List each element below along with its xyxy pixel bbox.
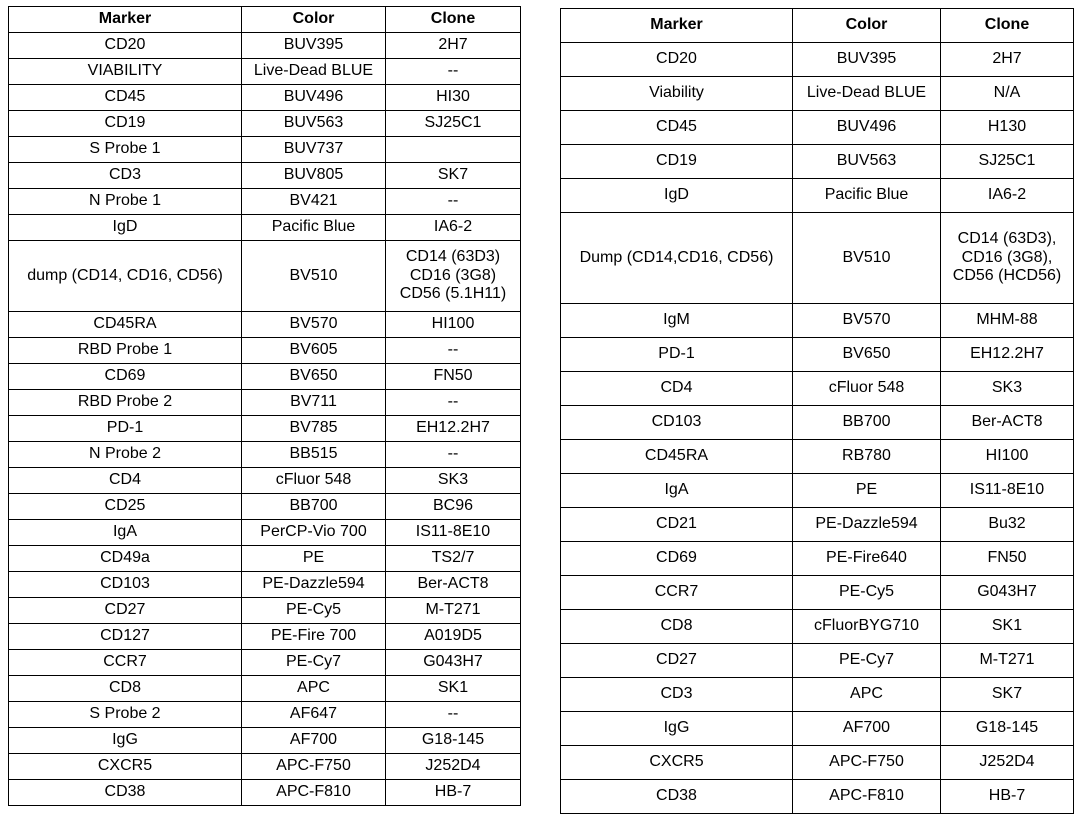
table-row (561, 746, 1074, 780)
color-cell: Live-Dead BLUE (242, 59, 386, 85)
marker-cell: S Probe 2 (9, 702, 242, 728)
clone-cell: SK3 (386, 468, 521, 494)
table-row (9, 390, 521, 416)
marker-cell: Dump (CD14,CD16, CD56) (561, 213, 793, 304)
color-cell: PE-Fire640 (793, 542, 941, 576)
color-cell: AF647 (242, 702, 386, 728)
clone-cell: N/A (941, 77, 1074, 111)
clone-cell: HI100 (386, 312, 521, 338)
table-row (9, 494, 521, 520)
marker-cell: CD8 (9, 676, 242, 702)
clone-cell: SK3 (941, 372, 1074, 406)
clone-cell: HI100 (941, 440, 1074, 474)
color-cell: BV711 (242, 390, 386, 416)
clone-cell: -- (386, 189, 521, 215)
table-row (9, 754, 521, 780)
clone-cell: G043H7 (386, 650, 521, 676)
marker-cell: CD4 (561, 372, 793, 406)
marker-cell: IgM (561, 304, 793, 338)
color-cell: AF700 (793, 712, 941, 746)
table-row (9, 598, 521, 624)
table-row (9, 676, 521, 702)
color-cell: BV510 (793, 213, 941, 304)
color-cell: BUV496 (242, 85, 386, 111)
table-row (561, 542, 1074, 576)
table-row (561, 576, 1074, 610)
clone-cell: G18-145 (941, 712, 1074, 746)
color-cell: BV570 (793, 304, 941, 338)
table-row (561, 145, 1074, 179)
table-row (9, 215, 521, 241)
table-row (9, 85, 521, 111)
color-cell: PE-Cy5 (242, 598, 386, 624)
clone-cell: SK1 (386, 676, 521, 702)
clone-cell: IA6-2 (941, 179, 1074, 213)
color-cell: BV510 (242, 241, 386, 312)
marker-cell: RBD Probe 2 (9, 390, 242, 416)
marker-cell: CD103 (561, 406, 793, 440)
table-row (561, 712, 1074, 746)
clone-cell (386, 241, 521, 312)
color-cell: BUV805 (242, 163, 386, 189)
clone-cell: HB-7 (941, 780, 1074, 814)
marker-cell: CD127 (9, 624, 242, 650)
clone-cell: SJ25C1 (941, 145, 1074, 179)
cell-line: CD56 (HCD56) (952, 267, 1062, 285)
color-cell: BUV395 (793, 43, 941, 77)
marker-cell: IgA (9, 520, 242, 546)
clone-cell: M-T271 (386, 598, 521, 624)
clone-cell: Ber-ACT8 (941, 406, 1074, 440)
header-color: Color (793, 9, 941, 43)
marker-cell: CD4 (9, 468, 242, 494)
color-cell: cFluorBYG710 (793, 610, 941, 644)
table-row (561, 338, 1074, 372)
clone-cell: HB-7 (386, 780, 521, 806)
marker-cell: Viability (561, 77, 793, 111)
marker-cell: PD-1 (9, 416, 242, 442)
color-cell: BB700 (793, 406, 941, 440)
clone-cell: 2H7 (386, 33, 521, 59)
color-cell: PE-Cy7 (793, 644, 941, 678)
color-cell: BUV395 (242, 33, 386, 59)
table-row (9, 241, 521, 312)
marker-cell: N Probe 1 (9, 189, 242, 215)
header-marker: Marker (9, 7, 242, 33)
clone-cell: A019D5 (386, 624, 521, 650)
marker-cell: dump (CD14, CD16, CD56) (9, 241, 242, 312)
color-cell: APC-F810 (793, 780, 941, 814)
color-cell: cFluor 548 (242, 468, 386, 494)
marker-cell: CCR7 (561, 576, 793, 610)
table-row (561, 43, 1074, 77)
marker-cell: IgD (9, 215, 242, 241)
clone-cell: FN50 (941, 542, 1074, 576)
color-cell: BB700 (242, 494, 386, 520)
marker-cell: CD103 (9, 572, 242, 598)
color-cell: PerCP-Vio 700 (242, 520, 386, 546)
table-row (9, 364, 521, 390)
right-panel-table (560, 8, 1074, 814)
color-cell: APC-F750 (242, 754, 386, 780)
clone-cell: SK1 (941, 610, 1074, 644)
table-row (561, 644, 1074, 678)
table-row (9, 728, 521, 754)
marker-cell: CD20 (9, 33, 242, 59)
clone-cell: H130 (941, 111, 1074, 145)
table-row (9, 312, 521, 338)
marker-cell: CD25 (9, 494, 242, 520)
header-clone: Clone (941, 9, 1074, 43)
marker-cell: RBD Probe 1 (9, 338, 242, 364)
table-row (561, 440, 1074, 474)
table-row (561, 179, 1074, 213)
table-row (561, 304, 1074, 338)
table-row (9, 442, 521, 468)
color-cell: BV785 (242, 416, 386, 442)
marker-cell: CD38 (561, 780, 793, 814)
marker-cell: CD45RA (9, 312, 242, 338)
clone-cell: 2H7 (941, 43, 1074, 77)
marker-cell: CD21 (561, 508, 793, 542)
marker-cell: N Probe 2 (9, 442, 242, 468)
table-row (9, 137, 521, 163)
clone-cell: TS2/7 (386, 546, 521, 572)
table-row (561, 610, 1074, 644)
marker-cell: CXCR5 (9, 754, 242, 780)
clone-cell: SK7 (386, 163, 521, 189)
color-cell: APC-F750 (793, 746, 941, 780)
table-row (9, 546, 521, 572)
table-row (9, 572, 521, 598)
table-row (9, 416, 521, 442)
color-cell: RB780 (793, 440, 941, 474)
marker-cell: CD8 (561, 610, 793, 644)
table-row (561, 678, 1074, 712)
table-row (9, 189, 521, 215)
table-row (9, 468, 521, 494)
color-cell: PE (242, 546, 386, 572)
cell-line: CD16 (3G8) (409, 266, 497, 284)
table-row (561, 77, 1074, 111)
marker-cell: CXCR5 (561, 746, 793, 780)
marker-cell: IgA (561, 474, 793, 508)
clone-cell: MHM-88 (941, 304, 1074, 338)
clone-cell: Ber-ACT8 (386, 572, 521, 598)
cell-line: CD56 (5.1H11) (399, 285, 507, 303)
marker-cell: CD38 (9, 780, 242, 806)
table-row (9, 624, 521, 650)
clone-cell: -- (386, 338, 521, 364)
table-header-row (561, 9, 1074, 43)
clone-cell: -- (386, 59, 521, 85)
clone-cell: G18-145 (386, 728, 521, 754)
color-cell: AF700 (242, 728, 386, 754)
marker-cell: CD45 (561, 111, 793, 145)
header-color: Color (242, 7, 386, 33)
clone-cell: -- (386, 702, 521, 728)
color-cell: PE-Cy5 (793, 576, 941, 610)
marker-cell: CD3 (561, 678, 793, 712)
marker-cell: CD19 (9, 111, 242, 137)
table-row (561, 111, 1074, 145)
color-cell: APC (793, 678, 941, 712)
header-clone: Clone (386, 7, 521, 33)
marker-cell: CD69 (561, 542, 793, 576)
table-row (9, 650, 521, 676)
clone-cell: SJ25C1 (386, 111, 521, 137)
table-row (9, 59, 521, 85)
color-cell: PE-Dazzle594 (793, 508, 941, 542)
color-cell: PE-Dazzle594 (242, 572, 386, 598)
color-cell: Live-Dead BLUE (793, 77, 941, 111)
color-cell: BV421 (242, 189, 386, 215)
color-cell: cFluor 548 (793, 372, 941, 406)
marker-cell: CD19 (561, 145, 793, 179)
clone-cell: J252D4 (941, 746, 1074, 780)
cell-line: CD16 (3G8), (961, 248, 1053, 266)
table-row (9, 780, 521, 806)
marker-cell: CD27 (9, 598, 242, 624)
clone-cell: -- (386, 442, 521, 468)
clone-cell: FN50 (386, 364, 521, 390)
table-row (561, 406, 1074, 440)
marker-cell: S Probe 1 (9, 137, 242, 163)
clone-cell: J252D4 (386, 754, 521, 780)
marker-cell: CD3 (9, 163, 242, 189)
clone-cell: EH12.2H7 (941, 338, 1074, 372)
clone-cell: IS11-8E10 (386, 520, 521, 546)
color-cell: BUV563 (793, 145, 941, 179)
color-cell: BUV563 (242, 111, 386, 137)
left-panel-table (8, 6, 521, 806)
clone-cell: HI30 (386, 85, 521, 111)
marker-cell: PD-1 (561, 338, 793, 372)
cell-line: CD14 (63D3), (957, 229, 1057, 247)
clone-cell (386, 137, 521, 163)
clone-cell: BC96 (386, 494, 521, 520)
color-cell: BV650 (242, 364, 386, 390)
clone-cell: IS11-8E10 (941, 474, 1074, 508)
clone-cell: IA6-2 (386, 215, 521, 241)
cell-line: CD14 (63D3) (405, 247, 501, 265)
color-cell: Pacific Blue (793, 179, 941, 213)
color-cell: PE-Fire 700 (242, 624, 386, 650)
table-row (561, 780, 1074, 814)
marker-cell: IgD (561, 179, 793, 213)
table-row (9, 111, 521, 137)
color-cell: APC (242, 676, 386, 702)
table-header-row (9, 7, 521, 33)
color-cell: BUV737 (242, 137, 386, 163)
clone-cell: Bu32 (941, 508, 1074, 542)
table-row (561, 213, 1074, 304)
header-marker: Marker (561, 9, 793, 43)
marker-cell: VIABILITY (9, 59, 242, 85)
color-cell: BV650 (793, 338, 941, 372)
table-row (9, 702, 521, 728)
table-row (9, 520, 521, 546)
clone-cell: M-T271 (941, 644, 1074, 678)
marker-cell: IgG (561, 712, 793, 746)
marker-cell: IgG (9, 728, 242, 754)
color-cell: BV605 (242, 338, 386, 364)
clone-cell: -- (386, 390, 521, 416)
color-cell: PE-Cy7 (242, 650, 386, 676)
color-cell: Pacific Blue (242, 215, 386, 241)
marker-cell: CD45 (9, 85, 242, 111)
marker-cell: CD69 (9, 364, 242, 390)
color-cell: APC-F810 (242, 780, 386, 806)
table-row (561, 508, 1074, 542)
table-row (9, 33, 521, 59)
marker-cell: CCR7 (9, 650, 242, 676)
clone-cell: EH12.2H7 (386, 416, 521, 442)
color-cell: BV570 (242, 312, 386, 338)
clone-cell: SK7 (941, 678, 1074, 712)
table-row (561, 474, 1074, 508)
table-row (561, 372, 1074, 406)
color-cell: BB515 (242, 442, 386, 468)
clone-cell: G043H7 (941, 576, 1074, 610)
color-cell: BUV496 (793, 111, 941, 145)
table-row (9, 338, 521, 364)
marker-cell: CD20 (561, 43, 793, 77)
marker-cell: CD49a (9, 546, 242, 572)
clone-cell (941, 213, 1074, 304)
color-cell: PE (793, 474, 941, 508)
marker-cell: CD27 (561, 644, 793, 678)
table-row (9, 163, 521, 189)
marker-cell: CD45RA (561, 440, 793, 474)
